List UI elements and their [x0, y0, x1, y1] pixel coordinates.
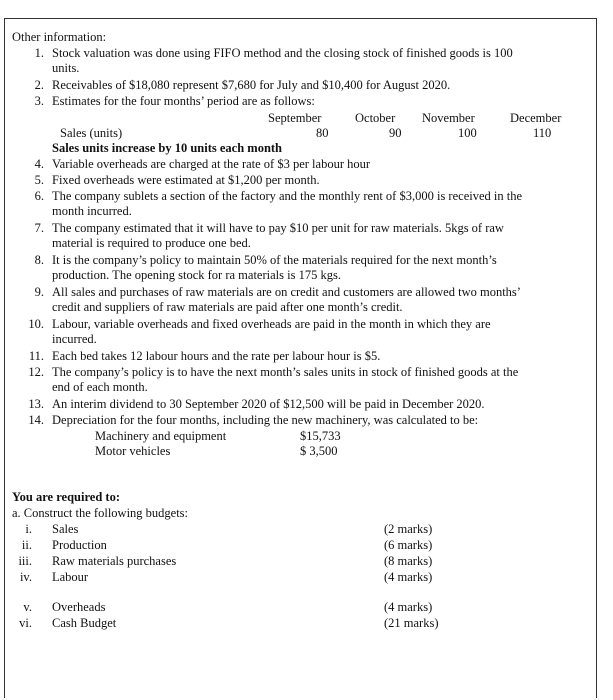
sales-value-september: 80	[316, 126, 329, 140]
budget-number: iv.	[19, 570, 32, 584]
budget-label: Sales	[52, 522, 79, 536]
item-text: end of each month.	[52, 380, 148, 394]
item-number: 9.	[34, 285, 44, 299]
item-number: 8.	[34, 253, 44, 267]
item-text: Variable overheads are charged at the rate of $3 per labour hour	[52, 157, 371, 171]
month-header-september: September	[268, 111, 322, 125]
item-text: The company’s policy is to have the next month’s sales units in stock of finished goods at the	[52, 365, 519, 379]
budget-marks: (2 marks)	[384, 522, 433, 536]
depreciation-label: Machinery and equipment	[95, 429, 227, 443]
item-number: 10.	[28, 317, 44, 331]
item-text: material is required to produce one bed.	[52, 236, 251, 250]
item-text: The company sublets a section of the factory and the monthly rent of $3,000 is received in the	[52, 189, 523, 203]
budget-label: Production	[52, 538, 107, 552]
section-heading: Other information:	[12, 30, 107, 44]
budget-number: i.	[25, 522, 32, 536]
budget-label: Overheads	[52, 600, 106, 614]
budget-marks: (6 marks)	[384, 538, 433, 552]
item-number: 13.	[28, 397, 44, 411]
item-text: production. The opening stock for ra materials is 175 kgs.	[52, 268, 341, 282]
budget-marks: (8 marks)	[384, 554, 433, 568]
item-number: 3.	[34, 94, 44, 108]
item-number: 7.	[34, 221, 44, 235]
depreciation-value: $15,733	[300, 429, 341, 443]
budget-number: ii.	[21, 538, 32, 552]
budget-marks: (4 marks)	[384, 570, 433, 584]
item-text: Estimates for the four months’ period are as follows:	[52, 94, 315, 108]
sales-value-november: 100	[458, 126, 477, 140]
depreciation-value: $ 3,500	[300, 444, 338, 458]
item-text: incurred.	[52, 332, 97, 346]
item-text: An interim dividend to 30 September 2020 of $12,500 will be paid in December 2020.	[52, 397, 485, 411]
budget-number: iii.	[18, 554, 32, 568]
depreciation-label: Motor vehicles	[95, 444, 171, 458]
item-text: month incurred.	[52, 204, 132, 218]
item-text: Depreciation for the four months, including the new machinery, was calculated to be:	[52, 413, 479, 427]
month-header-october: October	[355, 111, 396, 125]
item-number: 4.	[34, 157, 44, 171]
month-header-december: December	[510, 111, 562, 125]
item-text: The company estimated that it will have to pay $10 per unit for raw materials. 5kgs of raw	[52, 221, 504, 235]
budget-label: Raw materials purchases	[52, 554, 177, 568]
item-text: Labour, variable overheads and fixed overheads are paid in the month in which they are	[52, 317, 491, 331]
item-text: All sales and purchases of raw materials are on credit and customers are allowed two months’	[52, 285, 521, 299]
budget-label: Labour	[52, 570, 89, 584]
item-text: Each bed takes 12 labour hours and the rate per labour hour is $5.	[52, 349, 381, 363]
item-number: 14.	[28, 413, 44, 427]
item-text: It is the company’s policy to maintain 50% of the materials required for the next month’s	[52, 253, 497, 267]
item-number: 2.	[34, 78, 44, 92]
sales-value-october: 90	[389, 126, 402, 140]
item-text: units.	[52, 61, 80, 75]
month-header-november: November	[422, 111, 475, 125]
sales-row-label: Sales (units)	[60, 126, 123, 140]
item-number: 5.	[34, 173, 44, 187]
required-heading: You are required to:	[12, 490, 120, 504]
item-number: 11.	[28, 349, 44, 363]
item-text: credit and suppliers of raw materials are paid after one month’s credit.	[52, 300, 403, 314]
sales-value-december: 110	[533, 126, 552, 140]
item-number: 6.	[34, 189, 44, 203]
item-number: 12.	[28, 365, 44, 379]
budget-marks: (21 marks)	[384, 616, 439, 630]
required-subheading: a. Construct the following budgets:	[12, 506, 189, 520]
item-text: Fixed overheads were estimated at $1,200 per month.	[52, 173, 320, 187]
budget-number: vi.	[19, 616, 32, 630]
sales-note: Sales units increase by 10 units each month	[52, 141, 283, 155]
budget-marks: (4 marks)	[384, 600, 433, 614]
item-number: 1.	[34, 46, 44, 60]
item-text: Receivables of $18,080 represent $7,680 for July and $10,400 for August 2020.	[52, 78, 451, 92]
budget-label: Cash Budget	[52, 616, 117, 630]
budget-number: v.	[23, 600, 32, 614]
item-text: Stock valuation was done using FIFO method and the closing stock of finished goods is 100	[52, 46, 513, 60]
